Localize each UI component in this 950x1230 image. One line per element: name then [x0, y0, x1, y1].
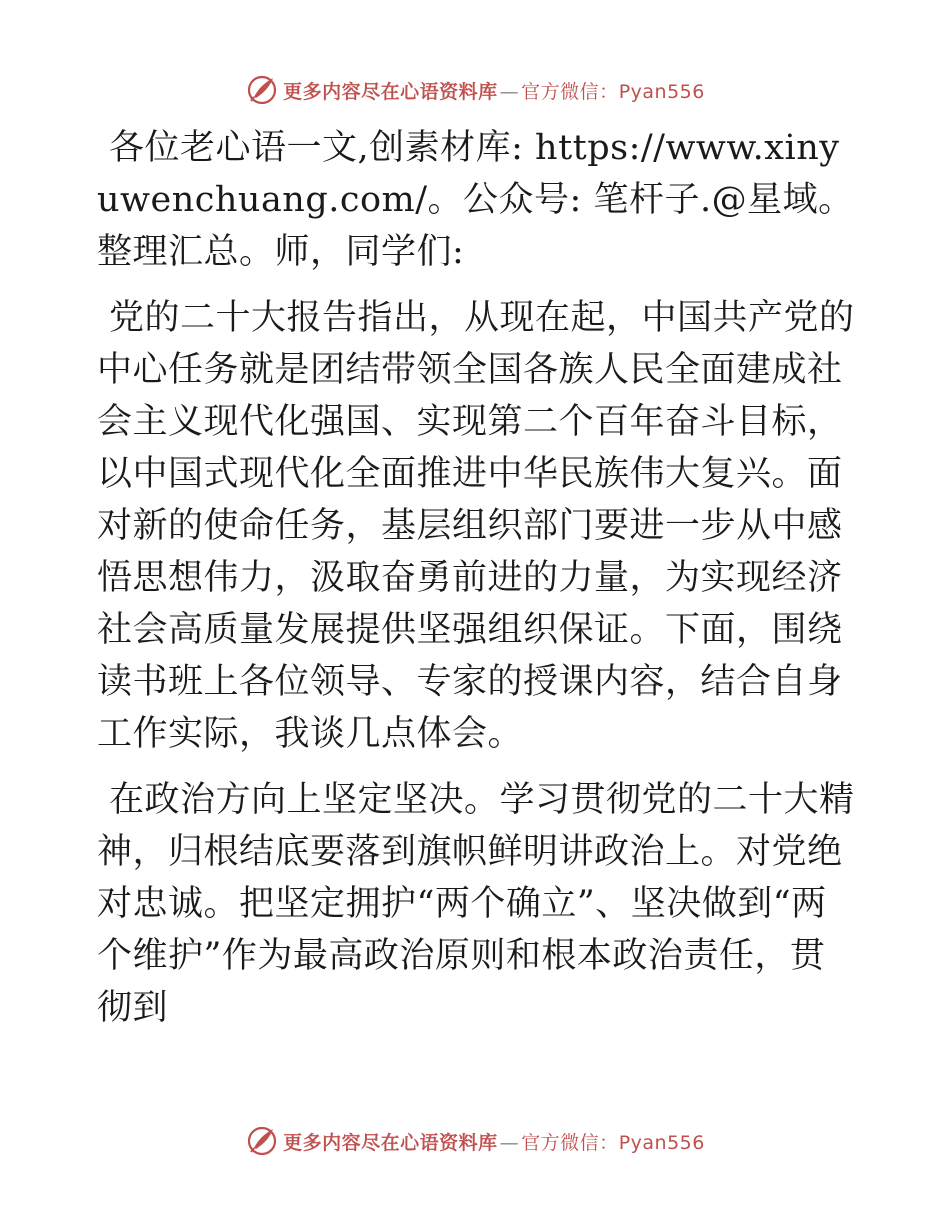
header-banner: [0, 70, 950, 110]
banner-dash: —: [499, 80, 520, 103]
paragraph-report: [97, 292, 857, 760]
banner-wechat-label: 官方微信：: [521, 80, 619, 103]
banner-text: [283, 77, 705, 104]
banner-text: [283, 1128, 705, 1155]
banner-wechat-label: 官方微信：: [521, 1131, 619, 1154]
quill-pen-logo-icon: [245, 73, 279, 107]
paragraph-politics-text: 在政治方向上坚定坚决。学习贯彻党的二十大精神，归根结底要落到旗帜鲜明讲政治上。对党绝对忠诚。把坚定拥护“两个确立”、坚决做到“两个维护”作为最高政治原则和根本政治责任，贯彻到: [97, 780, 855, 1028]
footer-banner: [0, 1121, 950, 1161]
paragraph-intro: [97, 122, 857, 278]
document-body: [97, 122, 857, 1048]
banner-dash: —: [499, 1131, 520, 1154]
paragraph-politics: [97, 774, 857, 1034]
banner-wechat-id: Pyan556: [618, 1131, 705, 1154]
paragraph-intro-text: 各位老心语一文,创素材库: https://www.xinyuwenchuang.com/。公众号: 笔杆子.@星域。整理汇总。师，同学们:: [97, 128, 854, 272]
paragraph-report-text: 党的二十大报告指出，从现在起，中国共产党的中心任务就是团结带领全国各族人民全面建成社会主义现代化强国、实现第二个百年奋斗目标，以中国式现代化全面推进中华民族伟大复兴。面对新的使命任务，基层组织部门要进一步从中感悟思想伟力，汲取奋勇前进的力量，为实现经济社会高质量发展提供坚强组织保证。下面，围绕读书班上各位领导、专家的授课内容，结合自身工作实际，我谈几点体会。: [97, 298, 855, 754]
banner-wechat-id: Pyan556: [618, 80, 705, 103]
banner-brand: 更多内容尽在心语资料库: [283, 80, 498, 103]
quill-pen-logo-icon: [245, 1124, 279, 1158]
banner-brand: 更多内容尽在心语资料库: [283, 1131, 498, 1154]
